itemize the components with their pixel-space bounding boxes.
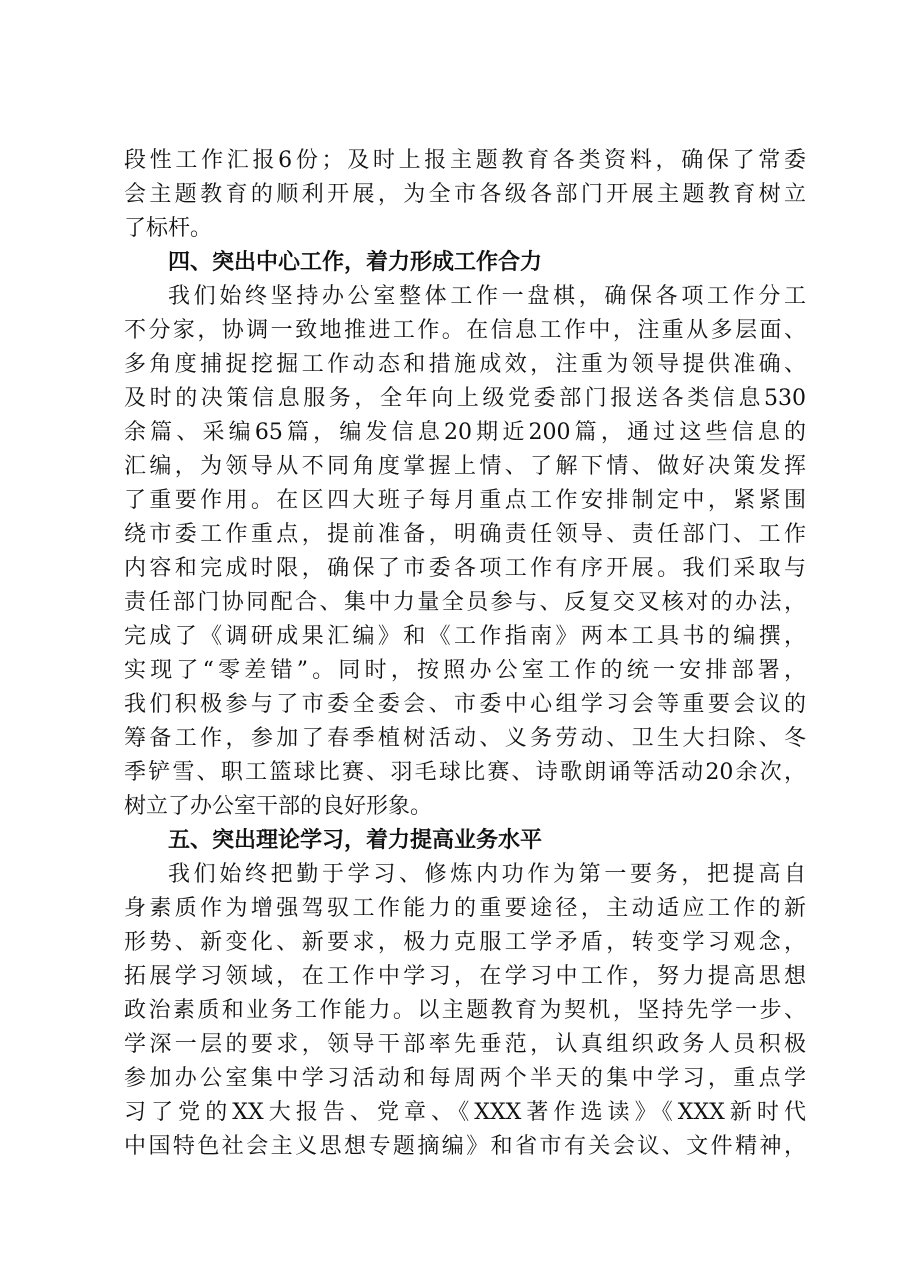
text-line: 完成了《调研成果汇编》和《工作指南》两本工具书的编撰， (124, 624, 806, 649)
section-heading: 四、突出中心工作，着力形成工作合力 (168, 250, 543, 275)
text-line: 责任部门协同配合、集中力量全员参与、反复交叉核对的办法， (124, 590, 806, 615)
text-line: 我们始终坚持办公室整体工作一盘棋，确保各项工作分工 (168, 284, 806, 309)
text-line: 身素质作为增强驾驭工作能力的重要途径，主动适应工作的新 (124, 896, 806, 921)
text-line: 季铲雪、职工篮球比赛、羽毛球比赛、诗歌朗诵等活动20余次， (124, 760, 806, 785)
text-line: 我们始终把勤于学习、修炼内功作为第一要务，把提高自 (168, 862, 806, 887)
text-line: 了标杆。 (124, 216, 213, 241)
text-line: 不分家，协调一致地推进工作。在信息工作中，注重从多层面、 (124, 318, 806, 343)
text-line: 中国特色社会主义思想专题摘编》和省市有关会议、文件精神， (124, 1134, 806, 1159)
text-line: 我们积极参与了市委全委会、市委中心组学习会等重要会议的 (124, 692, 806, 717)
section-heading: 五、突出理论学习，着力提高业务水平 (168, 828, 543, 853)
document-body (124, 144, 806, 1164)
text-line: 筹备工作，参加了春季植树活动、义务劳动、卫生大扫除、冬 (124, 726, 806, 751)
text-line: 拓展学习领域，在工作中学习，在学习中工作，努力提高思想 (124, 964, 806, 989)
text-line: 会主题教育的顺利开展，为全市各级各部门开展主题教育树立 (124, 182, 806, 207)
text-line: 余篇、采编65篇，编发信息20期近200篇，通过这些信息的 (124, 420, 806, 445)
text-line: 习了党的XX大报告、党章、《XXX著作选读》《XXX新时代 (124, 1100, 806, 1125)
text-line: 绕市委工作重点，提前准备，明确责任领导、责任部门、工作 (124, 522, 806, 547)
text-line: 及时的决策信息服务，全年向上级党委部门报送各类信息530 (124, 386, 806, 411)
text-line: 学深一层的要求，领导干部率先垂范，认真组织政务人员积极 (124, 1032, 806, 1057)
text-line: 实现了“零差错”。同时，按照办公室工作的统一安排部署， (124, 658, 806, 683)
text-line: 段性工作汇报6份；及时上报主题教育各类资料，确保了常委 (124, 148, 806, 173)
text-line: 政治素质和业务工作能力。以主题教育为契机，坚持先学一步、 (124, 998, 806, 1023)
text-line: 多角度捕捉挖掘工作动态和措施成效，注重为领导提供准确、 (124, 352, 806, 377)
text-line: 汇编，为领导从不同角度掌握上情、了解下情、做好决策发挥 (124, 454, 806, 479)
text-line: 形势、新变化、新要求，极力克服工学矛盾，转变学习观念， (124, 930, 806, 955)
text-line: 树立了办公室干部的良好形象。 (124, 794, 433, 819)
text-line: 了重要作用。在区四大班子每月重点工作安排制定中，紧紧围 (124, 488, 806, 513)
text-line: 内容和完成时限，确保了市委各项工作有序开展。我们采取与 (124, 556, 806, 581)
text-line: 参加办公室集中学习活动和每周两个半天的集中学习，重点学 (124, 1066, 806, 1091)
